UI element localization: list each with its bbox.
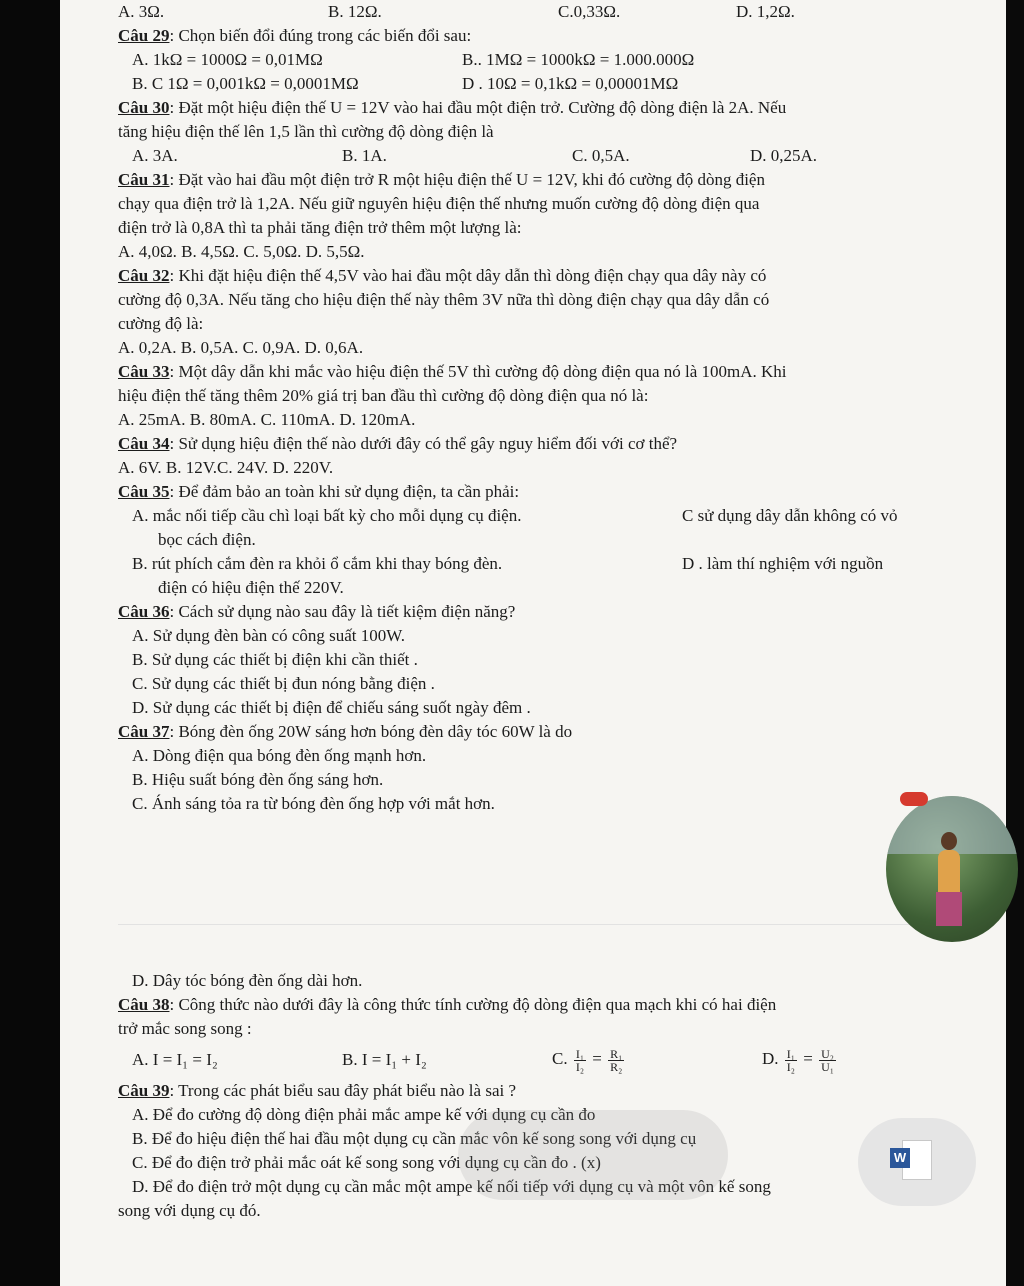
option-b: B. Để đo hiệu điện thế hai đầu một dụng cụ cần mắc vôn kế song song với dụng cụ bbox=[132, 1129, 697, 1148]
q30-options bbox=[118, 144, 978, 168]
fraction bbox=[819, 1048, 836, 1073]
option-a: A. 3A. bbox=[132, 146, 178, 165]
question-text-cont: trở mắc song song : bbox=[118, 1019, 252, 1038]
option-d-cont: song với dụng cụ đó. bbox=[118, 1201, 261, 1220]
question-number: Câu 35 bbox=[118, 482, 170, 501]
question-text: : Bóng đèn ống 20W sáng hơn bóng đèn dây tóc 60W là do bbox=[169, 722, 573, 741]
denominator: R₂ bbox=[610, 1059, 623, 1074]
q29-options-2 bbox=[118, 72, 978, 96]
fraction bbox=[785, 1048, 797, 1073]
question-text: : Chọn biến đổi đúng trong các biến đổi sau: bbox=[169, 26, 472, 45]
right-black-border bbox=[1006, 0, 1024, 1286]
option-a: A. mắc nối tiếp cầu chì loại bất kỳ cho mỗi dụng cụ điện. bbox=[132, 506, 522, 525]
option-a: A. Dòng điện qua bóng đèn ống mạnh hơn. bbox=[132, 746, 427, 765]
question-text: : Để đảm bảo an toàn khi sử dụng điện, ta cần phải: bbox=[169, 482, 520, 501]
question-text: : Đặt một hiệu điện thế U = 12V vào hai đầu một điện trở. Cường độ dòng điện là 2A. Nếu bbox=[169, 98, 787, 117]
option-a-cont: bọc cách điện. bbox=[158, 530, 256, 549]
option-d-label: D. bbox=[762, 1049, 779, 1069]
question-30 bbox=[118, 96, 978, 120]
question-36 bbox=[118, 600, 978, 624]
question-text-cont: điện trở là 0,8A thì ta phải tăng điện trở thêm một lượng là: bbox=[118, 218, 522, 237]
question-number: Câu 30 bbox=[118, 98, 170, 117]
question-31 bbox=[118, 168, 978, 192]
question-38 bbox=[118, 993, 978, 1017]
question-text-cont: cường độ là: bbox=[118, 314, 204, 333]
question-number: Câu 32 bbox=[118, 266, 170, 285]
question-text-cont: hiệu điện thế tăng thêm 20% giá trị ban đầu thì cường độ dòng điện qua nó là: bbox=[118, 386, 649, 405]
denominator: I₂ bbox=[575, 1059, 585, 1074]
question-number: Câu 38 bbox=[118, 995, 170, 1014]
option-c: C. Sử dụng các thiết bị đun nóng bằng điện . bbox=[132, 674, 435, 693]
photo-head bbox=[941, 832, 957, 850]
option-b: B. Hiệu suất bóng đèn ống sáng hơn. bbox=[132, 770, 384, 789]
option-b: B.. 1MΩ = 1000kΩ = 1.000.000Ω bbox=[462, 50, 695, 69]
question-number: Câu 37 bbox=[118, 722, 170, 741]
profile-photo-bubble[interactable] bbox=[886, 796, 1018, 942]
question-text: : Trong các phát biểu sau đây phát biểu nào là sai ? bbox=[169, 1081, 517, 1100]
question-33 bbox=[118, 360, 978, 384]
q33-options: A. 25mA. B. 80mA. C. 110mA. D. 120mA. bbox=[118, 410, 416, 429]
numerator: I₁ bbox=[575, 1046, 585, 1061]
question-number: Câu 34 bbox=[118, 434, 170, 453]
q34-options: A. 6V. B. 12V.C. 24V. D. 220V. bbox=[118, 458, 334, 477]
question-29 bbox=[118, 24, 978, 48]
option-b: B. 12Ω. bbox=[328, 2, 382, 21]
option-d: D . làm thí nghiệm với nguồn bbox=[682, 554, 884, 573]
word-floating-button[interactable] bbox=[858, 1118, 976, 1206]
option-d: D. Sử dụng các thiết bị điện để chiếu sáng suốt ngày đêm . bbox=[132, 698, 531, 717]
question-34 bbox=[118, 432, 978, 456]
denominator: U₁ bbox=[821, 1059, 834, 1074]
question-text: : Đặt vào hai đầu một điện trở R một hiệu điện thế U = 12V, khi đó cường độ dòng điện bbox=[169, 170, 765, 189]
option-a: A. Để đo cường độ dòng điện phải mắc ampe kế với dụng cụ cần đo bbox=[132, 1105, 596, 1124]
question-32 bbox=[118, 264, 978, 288]
option-c: C.0,33Ω. bbox=[558, 2, 621, 21]
denominator: I₂ bbox=[786, 1059, 795, 1074]
word-icon: W bbox=[890, 1148, 910, 1168]
watermark-overlay bbox=[458, 1110, 728, 1200]
question-text: : Công thức nào dưới đây là công thức tính cường độ dòng điện qua mạch khi có hai điện bbox=[169, 995, 777, 1014]
q38-options bbox=[118, 1041, 978, 1079]
left-black-border bbox=[0, 0, 60, 1286]
question-text-cont: chạy qua điện trở là 1,2A. Nếu giữ nguyên hiệu điện thế nhưng muốn cường độ dòng điện qua bbox=[118, 194, 760, 213]
option-c: C. Để đo điện trở phải mắc oát kế song song với dụng cụ cần đo . (x) bbox=[132, 1153, 601, 1172]
page-break-gap bbox=[118, 816, 978, 925]
option-c-label: C. bbox=[552, 1049, 568, 1069]
photo-skirt bbox=[936, 892, 962, 926]
q31-options: A. 4,0Ω. B. 4,5Ω. C. 5,0Ω. D. 5,5Ω. bbox=[118, 242, 365, 261]
option-c: C. Ánh sáng tỏa ra từ bóng đèn ống hợp với mắt hơn. bbox=[132, 794, 495, 813]
option-b: B. Sử dụng các thiết bị điện khi cần thiết . bbox=[132, 650, 418, 669]
question-number: Câu 39 bbox=[118, 1081, 170, 1100]
q32-options: A. 0,2A. B. 0,5A. C. 0,9A. D. 0,6A. bbox=[118, 338, 364, 357]
question-37 bbox=[118, 720, 978, 744]
question-text: : Cách sử dụng nào sau đây là tiết kiệm điện năng? bbox=[169, 602, 516, 621]
question-text-cont: tăng hiệu điện thế lên 1,5 lần thì cường độ dòng điện là bbox=[118, 122, 494, 141]
option-d: D. $\frac{\text{I₁}}{\text{I₂}}$ = $\frac{\text{U₂}}{\text{U₁}}$ bbox=[762, 1046, 834, 1074]
option-a: A. I = I₁ = I₂ bbox=[132, 1050, 218, 1069]
numerator: R₁ bbox=[610, 1046, 623, 1061]
q29-options-1 bbox=[118, 48, 978, 72]
option-a: A. 1kΩ = 1000Ω = 0,01MΩ bbox=[132, 50, 323, 69]
question-content bbox=[118, 0, 978, 1223]
prev-answer-row bbox=[118, 0, 978, 24]
option-b: B. I = I₁ + I₂ bbox=[342, 1050, 427, 1069]
question-text: : Một dây dẫn khi mắc vào hiệu điện thế 5V thì cường độ dòng điện qua nó là 100mA. Khi bbox=[169, 362, 787, 381]
question-number: Câu 31 bbox=[118, 170, 170, 189]
option-d: D. Để đo điện trở một dụng cụ cần mắc một ampe kế nối tiếp với dụng cụ và một vôn kế song bbox=[132, 1177, 771, 1196]
option-c: B. C 1Ω = 0,001kΩ = 0,0001MΩ bbox=[132, 74, 359, 93]
question-number: Câu 33 bbox=[118, 362, 170, 381]
option-d: D. Dây tóc bóng đèn ống dài hơn. bbox=[132, 971, 363, 990]
numerator: U₂ bbox=[821, 1046, 834, 1061]
q35-row-2 bbox=[118, 552, 978, 576]
option-b: B. 1A. bbox=[342, 146, 387, 165]
numerator: I₁ bbox=[786, 1046, 795, 1061]
option-c: C sử dụng dây dẫn không có vỏ bbox=[682, 506, 898, 525]
question-number: Câu 36 bbox=[118, 602, 170, 621]
option-d: D . 10Ω = 0,1kΩ = 0,00001MΩ bbox=[462, 74, 679, 93]
red-badge-icon bbox=[900, 792, 928, 806]
question-text: : Khi đặt hiệu điện thế 4,5V vào hai đầu một dây dẫn thì dòng điện chạy qua dây này có bbox=[169, 266, 767, 285]
option-d: D. 0,25A. bbox=[750, 146, 818, 165]
option-d: D. 1,2Ω. bbox=[736, 2, 795, 21]
question-text-cont: cường độ 0,3A. Nếu tăng cho hiệu điện thế này thêm 3V nữa thì dòng điện chạy qua dây dẫn có bbox=[118, 290, 770, 309]
q35-row-1 bbox=[118, 504, 978, 528]
option-c: C. 0,5A. bbox=[572, 146, 630, 165]
question-35 bbox=[118, 480, 978, 504]
option-a: A. Sử dụng đèn bàn có công suất 100W. bbox=[132, 626, 405, 645]
question-39 bbox=[118, 1079, 978, 1103]
option-a: A. 3Ω. bbox=[118, 2, 165, 21]
option-c: C. $\frac{\text{I₁}}{\text{I₂}}$ = $\frac{\text{R₁}}{\text{R₂}}$ bbox=[552, 1046, 623, 1074]
fraction bbox=[574, 1048, 586, 1073]
question-text: : Sử dụng hiệu điện thế nào dưới đây có thể gây nguy hiểm đối với cơ thể? bbox=[169, 434, 678, 453]
option-b-cont: điện có hiệu điện thế 220V. bbox=[158, 578, 344, 597]
question-number: Câu 29 bbox=[118, 26, 170, 45]
option-b: B. rút phích cắm đèn ra khỏi ổ cắm khi thay bóng đèn. bbox=[132, 554, 503, 573]
fraction bbox=[608, 1048, 624, 1073]
